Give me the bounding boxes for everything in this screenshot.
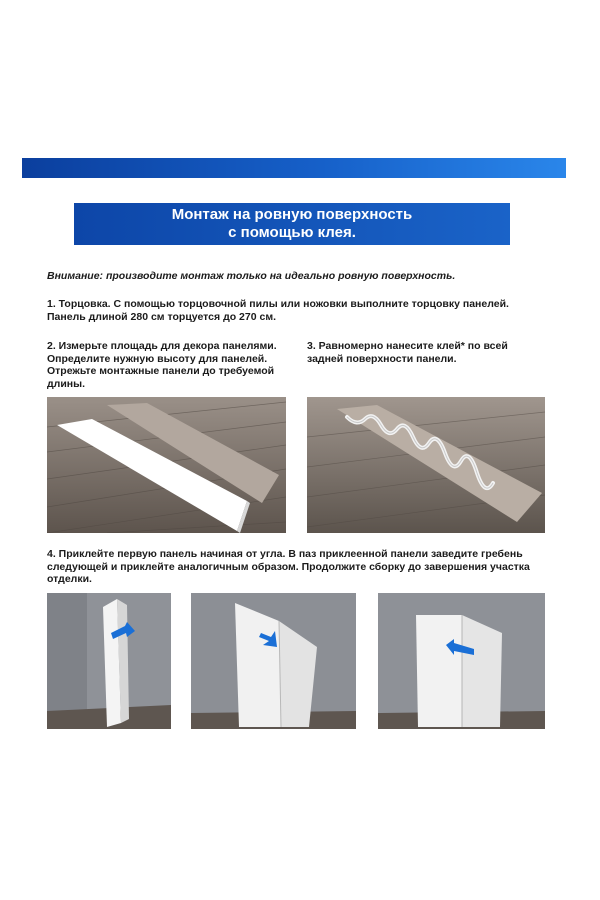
warning-text: Внимание: производите монтаж только на идеально ровную поверхность. [47,270,456,282]
step-2-photo [47,397,286,533]
step-4-photo-1 [47,593,171,729]
step-3-text [307,340,557,365]
step-2-line-4: длины. [47,377,86,390]
step-2-line-3: Отрежьте монтажные панели до требуемой [47,365,275,377]
step-1-line-1: 1. Торцовка. С помощью торцовочной пилы или ножовки выполните торцовку панелей. [47,298,509,310]
top-banner-bar [22,158,566,178]
step-3-line-1: 3. Равномерно нанесите клей* по всей [307,340,508,352]
step-4-line-3: отделки. [47,573,92,585]
step-1-text [47,298,567,323]
step-4-photo-2 [191,593,356,729]
step-2-line-2: Определите нужную высоту для панелей. [47,352,268,365]
step-4-photo-3 [378,593,545,729]
step-4-text [47,548,567,586]
step-3-photo [307,397,545,533]
step-3-line-2: задней поверхности панели. [307,352,457,365]
step-2-text [47,340,292,390]
step-4-line-1: 4. Приклейте первую панель начиная от угла. В паз приклеенной панели заведите гребень [47,548,523,560]
title-line-1: Монтаж на ровную поверхность [171,206,413,223]
step-2-line-1: 2. Измерьте площадь для декора панелями. [47,340,277,352]
step-1-line-2: Панель длиной 280 см торцуется до 270 см. [47,310,277,323]
page-title [74,203,510,245]
title-line-2: с помощью клея. [228,224,356,241]
step-4-line-2: следующей и приклейте аналогичным образом. Продолжите сборку до завершения участка [47,560,530,573]
